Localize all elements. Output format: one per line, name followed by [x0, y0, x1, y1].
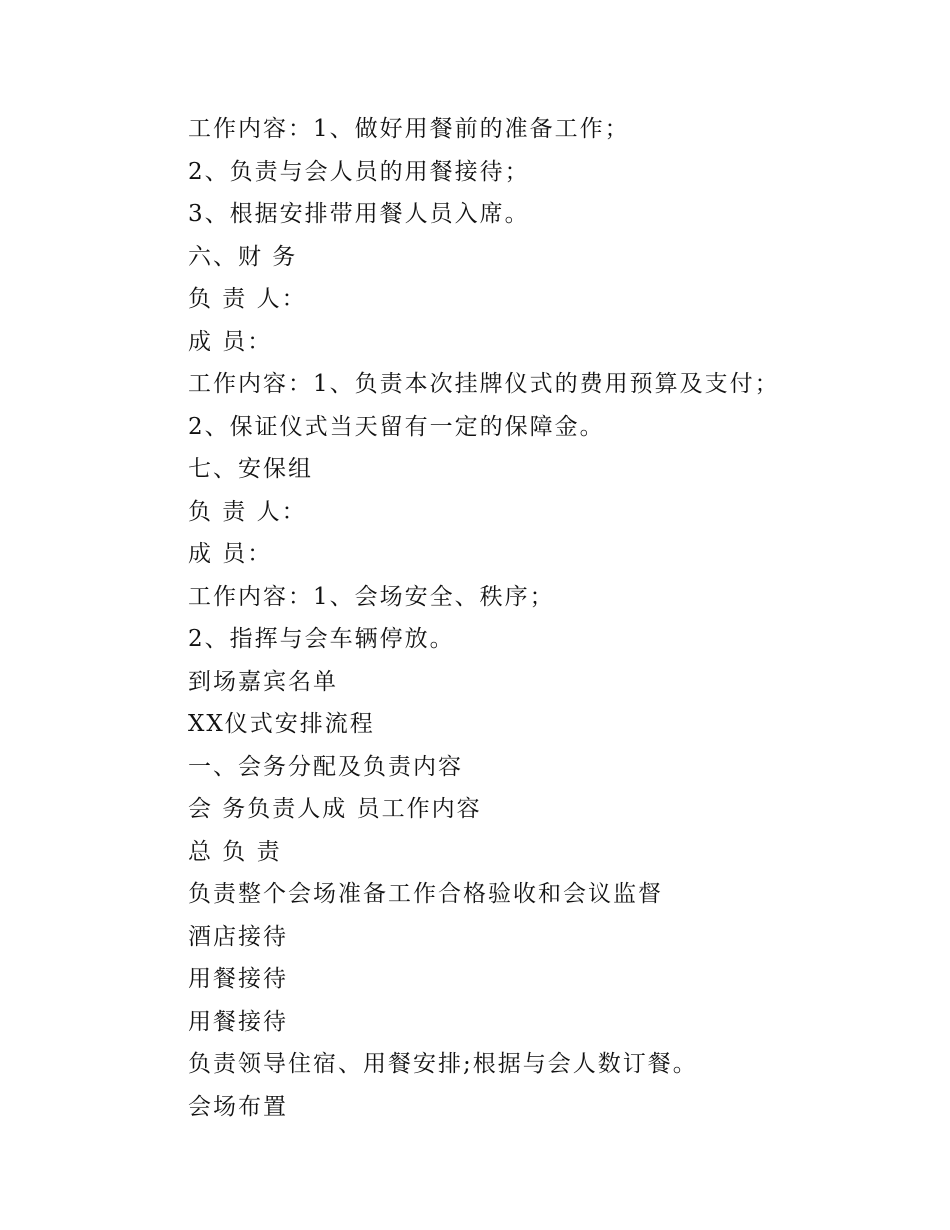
section-heading: 七、安保组: [188, 456, 313, 482]
text-line: 会场布置: [188, 1093, 288, 1120]
document-title: XX仪式安排流程: [188, 711, 375, 737]
text-line: 成 员：: [188, 541, 273, 567]
text-line: 负责领导住宿、用餐安排;根据与会人数订餐。: [188, 1051, 698, 1077]
text-line: 到场嘉宾名单: [188, 668, 338, 695]
text-line: 总 负 责: [188, 838, 282, 865]
text-line: 工作内容：1、负责本次挂牌仪式的费用预算及支付；: [188, 371, 780, 397]
text-line: 会 务负责人成 员工作内容: [188, 796, 482, 822]
section-heading: 六、财 务: [188, 243, 298, 270]
text-line: 2、负责与会人员的用餐接待；: [188, 158, 530, 185]
text-line: 酒店接待: [188, 923, 288, 950]
text-line: 工作内容：1、做好用餐前的准备工作；: [188, 116, 630, 142]
text-line: 2、指挥与会车辆停放。: [188, 626, 455, 652]
text-line: 负 责 人：: [188, 498, 307, 525]
text-line: 工作内容：1、会场安全、秩序；: [188, 583, 555, 610]
document-body: [188, 108, 888, 1128]
text-line: 2、保证仪式当天留有一定的保障金。: [188, 413, 605, 440]
section-heading: 一、会务分配及负责内容: [188, 753, 463, 780]
text-line: 负责整个会场准备工作合格验收和会议监督: [188, 881, 663, 907]
text-line: 负 责 人：: [188, 286, 307, 312]
text-line: 成 员：: [188, 328, 273, 355]
text-line: 用餐接待: [188, 966, 288, 992]
text-line: 用餐接待: [188, 1008, 288, 1035]
text-line: 3、根据安排带用餐人员入席。: [188, 201, 530, 227]
